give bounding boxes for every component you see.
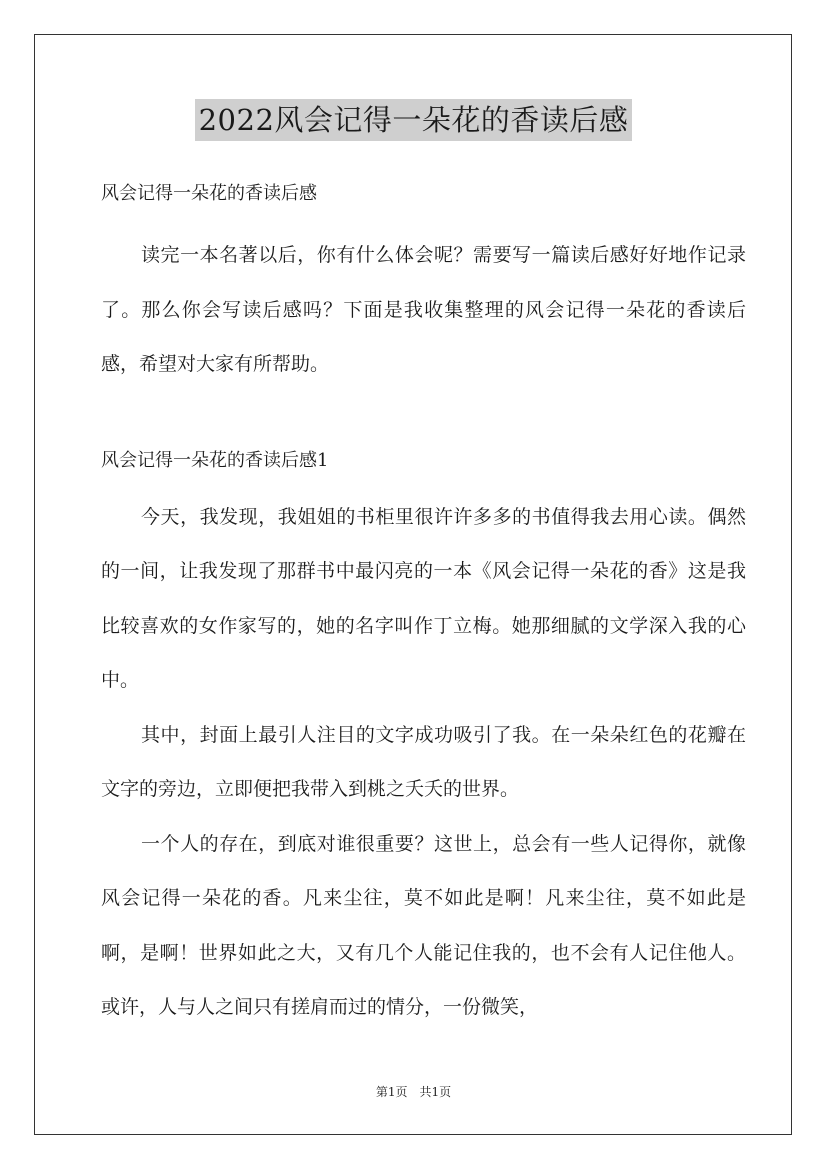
document-subtitle: 风会记得一朵花的香读后感 (101, 183, 317, 204)
intro-paragraph: 读完一本名著以后，你有什么体会呢？需要写一篇读后感好好地作记录了。那么你会写读后感吗？下面是我收集整理的风会记得一朵花的香读后感，希望对大家有所帮助。 (101, 244, 746, 375)
document-title: 2022风会记得一朵花的香读后感 (195, 99, 633, 141)
document-title-wrapper (0, 99, 827, 141)
section-heading: 风会记得一朵花的香读后感1 (101, 449, 329, 471)
body-paragraph-2: 其中，封面上最引人注目的文字成功吸引了我。在一朵朵红色的花瓣在文字的旁边，立即便把我带入到桃之夭夭的世界。 (101, 723, 746, 800)
section-spacer (101, 392, 746, 442)
body-paragraph-3: 一个人的存在，到底对谁很重要？这世上，总会有一些人记得你，就像风会记得一朵花的香。凡来尘往，莫不如此是啊！凡来尘往，莫不如此是啊，是啊！世界如此之大，又有几个人能记住我的，也不会有人记住他人。或许，人与人之间只有搓肩而过的情分，一份微笑， (101, 832, 746, 1018)
body-paragraph-1: 今天，我发现，我姐姐的书柜里很许许多多的书值得我去用心读。偶然的一间，让我发现了那群书中最闪亮的一本《风会记得一朵花的香》这是我比较喜欢的女作家写的，她的名字叫作丁立梅。她那细腻的文学深入我的心中。 (101, 505, 746, 691)
document-body (101, 175, 746, 1035)
page-footer: 第1页 共1页 (375, 1085, 452, 1099)
